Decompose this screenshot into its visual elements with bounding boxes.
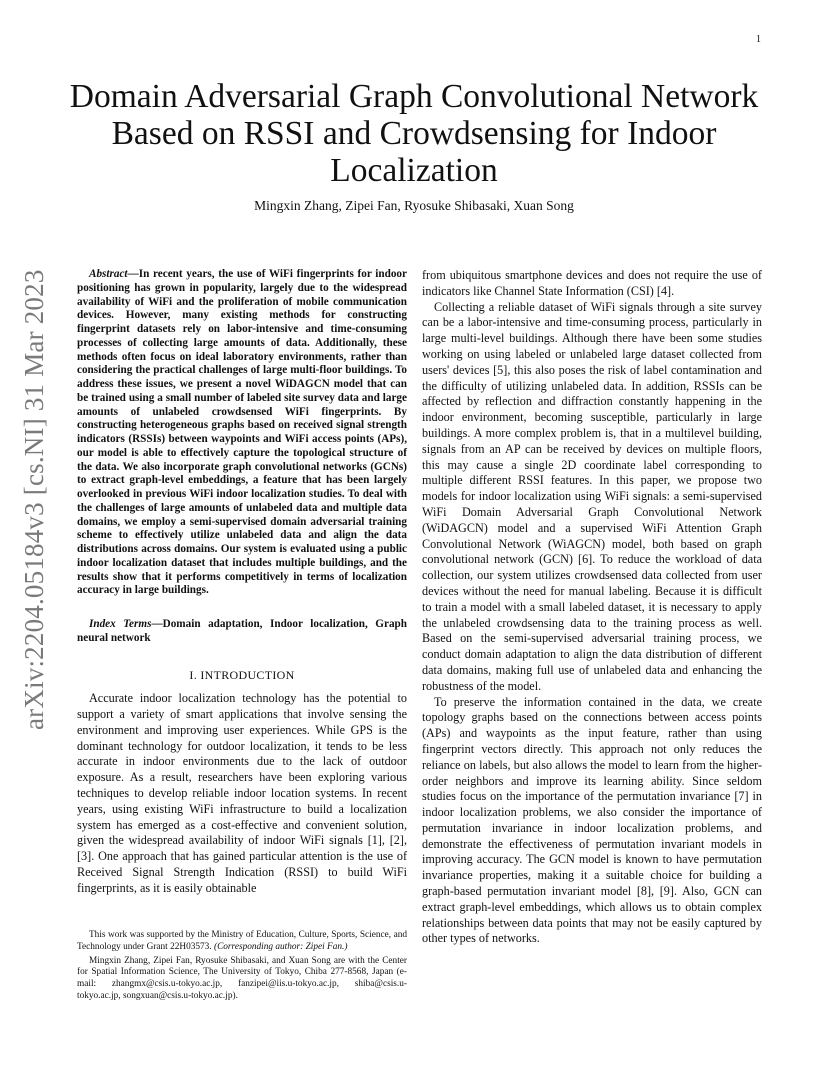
abstract — [77, 268, 407, 598]
funding-text: This work was supported by the Ministry of Education, Culture, Sports, Science, and Technology under Grant 22H03573. — [77, 930, 407, 952]
funding-footnote — [77, 930, 407, 954]
corresponding-author-note: (Corresponding author: Zipei Fan.) — [213, 941, 348, 952]
right-column — [422, 268, 762, 947]
section-heading: I. INTRODUCTION — [189, 667, 295, 682]
page-number: 1 — [756, 34, 761, 45]
body-paragraph: To preserve the information contained in the data, we create topology graphs based on the connections between access points (APs) and waypoints as the input feature, rather than using fingerprint vectors directly. This approach not only reduces the reliance on labels, but also allows the model to learn from the higher-order neighbors and improve its learning ability. Since seldom studies focus on the importance of the permutation invariance [7] in indoor localization problems, we also consider the importance of permutation invariance in indoor localization problems, and demonstrate the effectiveness of permutation invariant models in improving accuracy. The GCN model is known to have permutation invariance properties, making it a suitable choice for building a graph-based permutation invariant model [8], [9]. Also, GCN can extract graph-level embeddings, which allows us to obtain complex relationships between data points that may not be easily captured by other types of networks. — [422, 694, 762, 946]
title-line: Domain Adversarial Graph Convolutional Network — [69, 78, 759, 115]
footnotes — [77, 930, 407, 1005]
body-paragraph: Collecting a reliable dataset of WiFi signals through a site survey can be a labor-intensive and time-consuming process, particularly in large multi-level buildings. Although there have been some studies working on using labeled or unlabeled large dataset collected from users' devices [5], this also poses the risk of label contamination and the difficulty of utilizing unlabeled data. In addition, RSSIs can be affected by reflection and diffraction constantly happening in the indoor environment, becoming susceptible, particularly in large buildings. A more complex problem is, that in a multilevel building, signals from an AP can be received by devices on multiple floors, this may cause a single 2D coordinate label corresponding to multiple different RSSI features. In this paper, we propose two models for indoor localization using WiFi signals: a semi-supervised WiFi Domain Adversarial Graph Convolutional Network (WiDAGCN) model and a supervised WiFi Attention Graph Convolutional Network (WiAGCN) model, both based on graph convolutional network (GCN) [6]. To reduce the workload of data collection, our system utilizes crowdsensed data collected from user devices without the need for manual labeling. Because it is difficult to train a model with a small labeled dataset, it is necessary to apply the unlabeled crowdsensing data to the training process as well. Based on the semi-supervised adversarial training process, we conduct domain adaptation to align the data distribution of different data domains, making full use of unlabeled data and enhancing the robustness of the model. — [422, 299, 762, 693]
author-list: Mingxin Zhang, Zipei Fan, Ryosuke Shibasaki, Xuan Song — [254, 198, 574, 213]
affiliation-footnote: Mingxin Zhang, Zipei Fan, Ryosuke Shibasaki, and Xuan Song are with the Center for Spatial Information Science, The University of Tokyo, Chiba 277-8568, Japan (e-mail: zhangmx@csis.u-tokyo.ac.jp, fanzipei@iis.u-tokyo.ac.jp, shiba@csis.u-tokyo.ac.jp, songxuan@csis.u-tokyo.ac.jp). — [77, 955, 407, 1001]
body-paragraph: from ubiquitous smartphone devices and does not require the use of indicators like Channel State Information (CSI) [4]. — [422, 268, 762, 298]
abstract-lead: Abstract — [89, 268, 128, 280]
arxiv-stamp: arXiv:2204.05184v3 [cs.NI] 31 Mar 2023 — [19, 269, 49, 730]
intro-paragraph: Accurate indoor localization technology has the potential to support a variety of smart applications that involve sensing the environment and improving user experiences. While GPS is the dominant technology for outdoor localization, it tends to be less accurate in indoor environments due to the lack of outdoor exposure. As a result, researchers have been exploring various techniques to develop reliable indoor location systems. In recent years, using existing WiFi infrastructure to build a localization system has emerged as a cost-effective and convenient solution, given the widespread availability of indoor WiFi signals [1], [2], [3]. One approach that has gained particular attention is the use of Received Signal Strength Indication (RSSI) to build WiFi fingerprints, as it is easily obtainable — [77, 691, 407, 895]
left-column — [77, 268, 407, 897]
index-terms-lead: Index Terms — [89, 618, 152, 630]
index-terms — [77, 618, 407, 646]
title-line: Based on RSSI and Crowdsensing for Indoor — [111, 115, 717, 152]
abstract-text: —In recent years, the use of WiFi fingerprints for indoor positioning has grown in popularity, largely due to the widespread availability of WiFi and the proliferation of mobile communication devices. However, many existing methods for constructing fingerprint datasets rely on labor-intensive and time-consuming processes of collecting large amounts of data. Additionally, these methods often focus on ideal laboratory environments, rather than considering the practical challenges of large multi-floor buildings. To address these issues, we present a novel WiDAGCN model that can be trained using a small number of labeled site survey data and large amounts of unlabeled crowdsensed WiFi fingerprints. By constructing heterogeneous graphs based on received signal strength indicators (RSSIs) between waypoints and WiFi access points (APs), our model is able to effectively capture the topological structure of the data. We also incorporate graph convolutional networks (GCNs) to extract graph-level embeddings, a feature that has been largely overlooked in previous WiFi indoor localization studies. To deal with the challenges of large amounts of unlabeled data and multiple data domains, we employ a semi-supervised domain adversarial training scheme to effectively utilize unlabeled data and align the data distributions across domains. Our system is evaluated using a public indoor localization dataset that includes multiple buildings, and the results show that it performs competitively in terms of localization accuracy in large buildings. — [77, 268, 407, 597]
paper-title — [40, 78, 788, 189]
index-terms-text: —Domain adaptation, Indoor localization, Graph neural network — [77, 618, 407, 644]
title-line: Localization — [330, 152, 498, 189]
